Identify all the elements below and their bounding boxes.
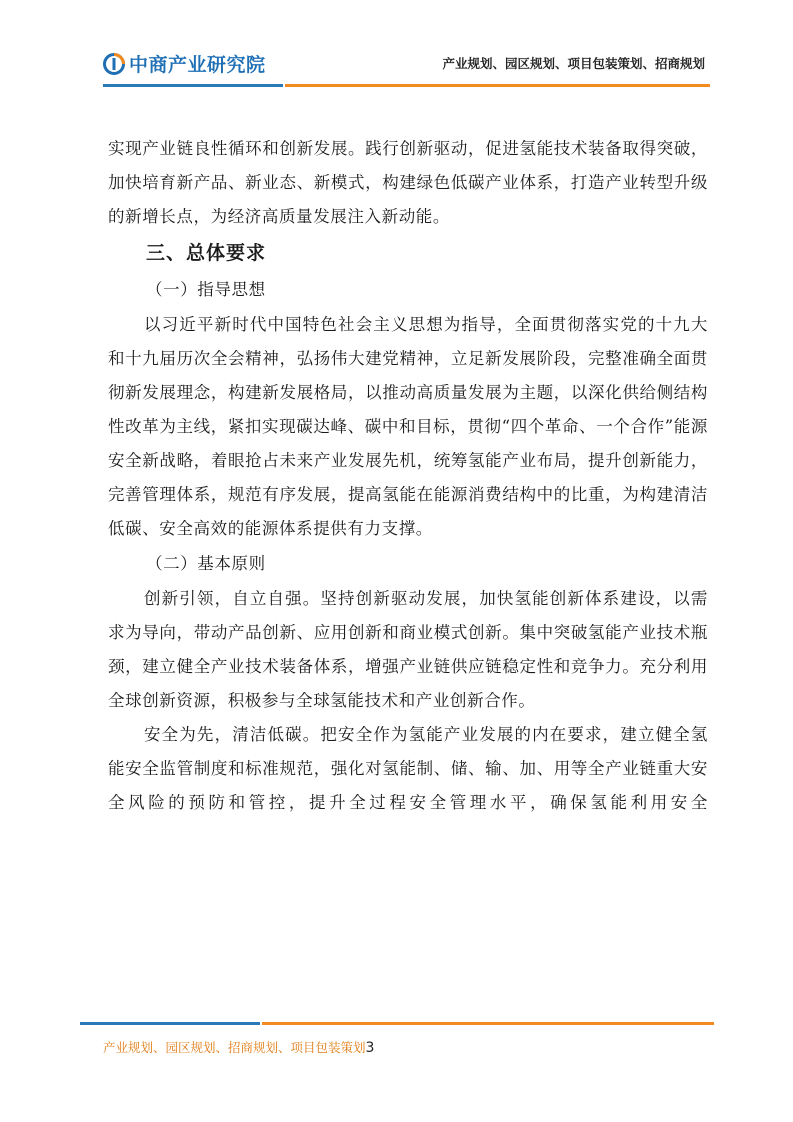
header-tagline: 产业规划、园区规划、项目包装策划、招商规划 xyxy=(442,56,705,71)
subsection-title-1: （一）指导思想 xyxy=(146,280,266,299)
logo-icon xyxy=(103,53,125,75)
guiding-ideology-paragraph: 以习近平新时代中国特色社会主义思想为指导，全面贯彻落实党的十九大和十九届历次全会精神，弘扬伟大建党精神，立足新发展阶段，完整准确全面贯彻新发展理念，构建新发展格局，以推动高质量发展为主题，以深化供给侧结构性改革为主线，紧扣实现碳达峰、碳中和目标，贯彻“四个革命、一个合作”能源安全新战略，着眼抢占未来产业发展先机，统筹氢能产业布局，提升创新能力，完善管理体系，规范有序发展，提高氢能在能源消费结构中的比重，为构建清洁低碳、安全高效的能源体系提供有力支撑。 xyxy=(108,315,708,538)
document-body xyxy=(108,132,708,820)
footer-divider-orange xyxy=(262,1022,714,1025)
principle-paragraph-1: 创新引领，自立自强。坚持创新驱动发展，加快氢能创新体系建设，以需求为导向，带动产品创新、应用创新和商业模式创新。集中突破氢能产业技术瓶颈，建立健全产业技术装备体系，增强产业链供应链稳定性和竞争力。充分利用全球创新资源，积极参与全球氢能技术和产业创新合作。 xyxy=(108,589,708,710)
header-divider-blue xyxy=(103,84,283,87)
page-footer xyxy=(103,1038,374,1056)
logo-text: 中商产业研究院 xyxy=(129,54,266,76)
footer-tagline: 产业规划、园区规划、招商规划、项目包装策划 xyxy=(103,1040,366,1055)
page-header xyxy=(0,0,793,100)
page-number: 3 xyxy=(365,1040,375,1056)
logo xyxy=(103,50,266,77)
section-title: 三、总体要求 xyxy=(146,242,267,264)
footer-divider-blue xyxy=(80,1022,260,1025)
header-divider-orange xyxy=(285,84,710,87)
subsection-title-2: （二）基本原则 xyxy=(146,554,266,573)
intro-paragraph: 实现产业链良性循环和创新发展。践行创新驱动，促进氢能技术装备取得突破，加快培育新产品、新业态、新模式，构建绿色低碳产业体系，打造产业转型升级的新增长点，为经济高质量发展注入新动能。 xyxy=(108,139,708,226)
principle-paragraph-2: 安全为先，清洁低碳。把安全作为氢能产业发展的内在要求，建立健全氢能安全监管制度和标准规范，强化对氢能制、储、输、加、用等全产业链重大安全风险的预防和管控，提升全过程安全管理水平，确保氢能利用安全 xyxy=(108,725,708,812)
